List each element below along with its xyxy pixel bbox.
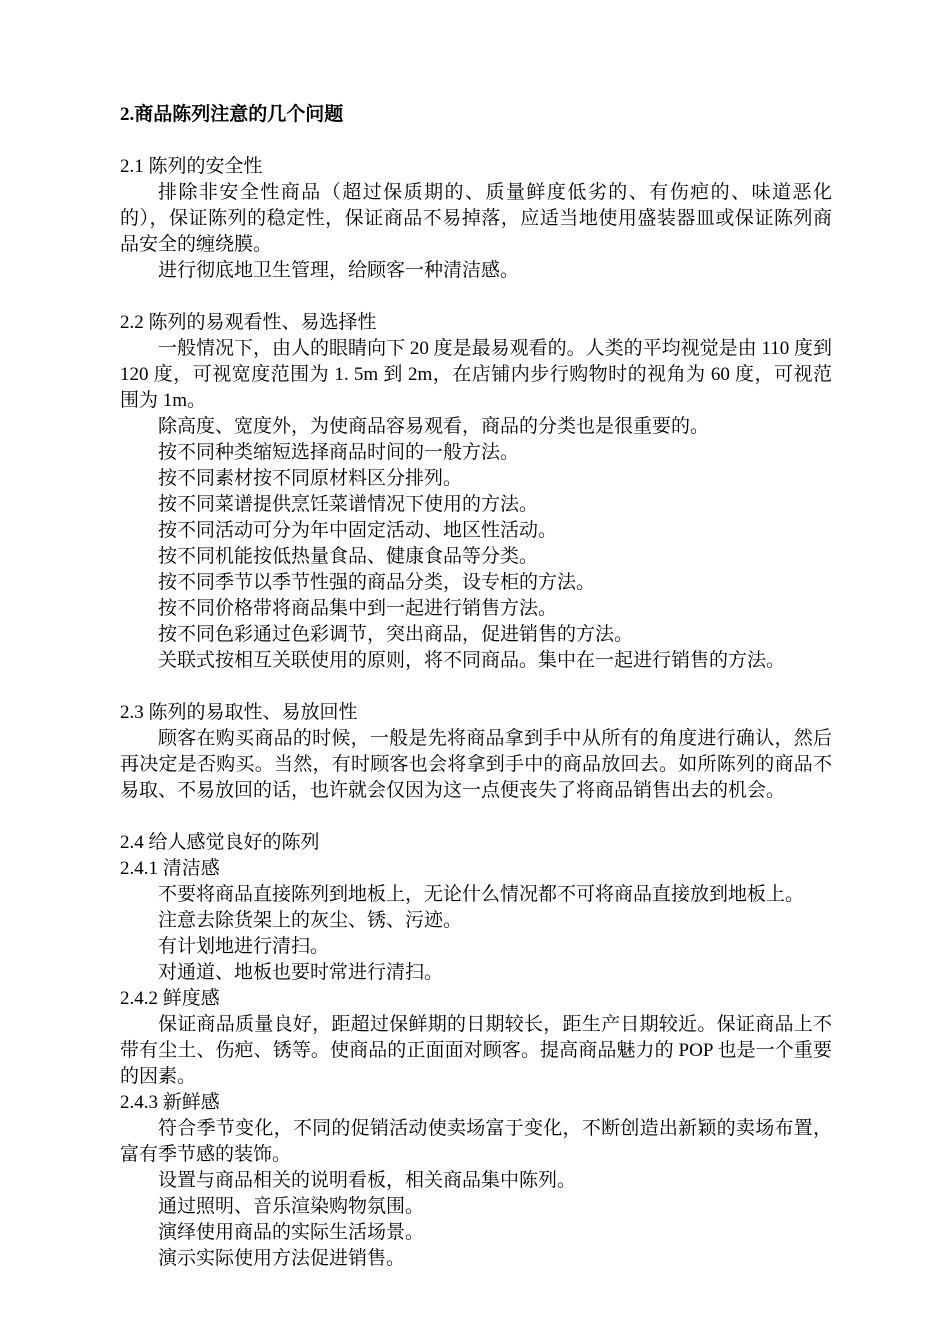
paragraph: 演绎使用商品的实际生活场景。	[158, 1222, 425, 1243]
section-heading: 2.4.3 新鲜感	[120, 1092, 220, 1113]
paragraph: 按不同机能按低热量食品、健康食品等分类。	[158, 546, 539, 567]
blank-line	[120, 674, 832, 700]
paragraph: 按不同季节以季节性强的商品分类，设专柜的方法。	[158, 572, 596, 593]
document-body	[120, 128, 832, 1272]
section-heading: 2.2 陈列的易观看性、易选择性	[120, 312, 377, 333]
paragraph: 按不同菜谱提供烹饪菜谱情况下使用的方法。	[158, 494, 539, 515]
paragraph: 一般情况下，由人的眼睛向下 20 度是最易观看的。人类的平均视觉是由 110 度到 120 度，可视宽度范围为 1. 5m 到 2m，在店铺内步行购物时的视角为 60 度，可视范围为 1m。	[120, 338, 832, 411]
paragraph: 设置与商品相关的说明看板，相关商品集中陈列。	[158, 1170, 577, 1191]
paragraph: 符合季节变化，不同的促销活动使卖场富于变化，不断创造出新颖的卖场布置，富有季节感的装饰。	[120, 1118, 832, 1165]
section-heading: 2.1 陈列的安全性	[120, 156, 263, 177]
paragraph: 按不同价格带将商品集中到一起进行销售方法。	[158, 598, 558, 619]
paragraph: 通过照明、音乐渲染购物氛围。	[158, 1196, 425, 1217]
paragraph: 对通道、地板也要时常进行清扫。	[158, 962, 444, 983]
paragraph: 关联式按相互关联使用的原则，将不同商品。集中在一起进行销售的方法。	[158, 650, 786, 671]
paragraph: 演示实际使用方法促进销售。	[158, 1248, 406, 1269]
paragraph: 排除非安全性商品（超过保质期的、质量鲜度低劣的、有伤疤的、味道恶化的），保证陈列的稳定性，保证商品不易掉落，应适当地使用盛装器皿或保证陈列商品安全的缠绕膜。	[120, 182, 832, 255]
paragraph: 顾客在购买商品的时候，一般是先将商品拿到手中从所有的角度进行确认，然后再决定是否购买。当然，有时顾客也会将拿到手中的商品放回去。如所陈列的商品不易取、不易放回的话，也许就会仅因为这一点便丧失了将商品销售出去的机会。	[120, 728, 832, 801]
paragraph: 按不同素材按不同原材料区分排列。	[158, 468, 463, 489]
blank-line	[120, 128, 832, 154]
paragraph: 保证商品质量良好，距超过保鲜期的日期较长，距生产日期较近。保证商品上不带有尘土、伤疤、锈等。使商品的正面面对顾客。提高商品魅力的 POP 也是一个重要的因素。	[120, 1014, 832, 1087]
paragraph: 注意去除货架上的灰尘、锈、污迹。	[158, 910, 463, 931]
section-heading: 2.3 陈列的易取性、易放回性	[120, 702, 358, 723]
blank-line	[120, 284, 832, 310]
blank-line	[120, 804, 832, 830]
section-heading: 2.4.1 清洁感	[120, 858, 220, 879]
document-title: 2.商品陈列注意的几个问题	[120, 104, 344, 125]
paragraph: 有计划地进行清扫。	[158, 936, 330, 957]
paragraph: 按不同色彩通过色彩调节，突出商品，促进销售的方法。	[158, 624, 634, 645]
section-heading: 2.4.2 鲜度感	[120, 988, 220, 1009]
paragraph: 除高度、宽度外，为使商品容易观看，商品的分类也是很重要的。	[158, 416, 710, 437]
paragraph: 按不同活动可分为年中固定活动、地区性活动。	[158, 520, 558, 541]
paragraph: 进行彻底地卫生管理，给顾客一种清洁感。	[158, 260, 520, 281]
section-heading: 2.4 给人感觉良好的陈列	[120, 832, 320, 853]
paragraph: 按不同种类缩短选择商品时间的一般方法。	[158, 442, 520, 463]
paragraph: 不要将商品直接陈列到地板上，无论什么情况都不可将商品直接放到地板上。	[158, 884, 805, 905]
